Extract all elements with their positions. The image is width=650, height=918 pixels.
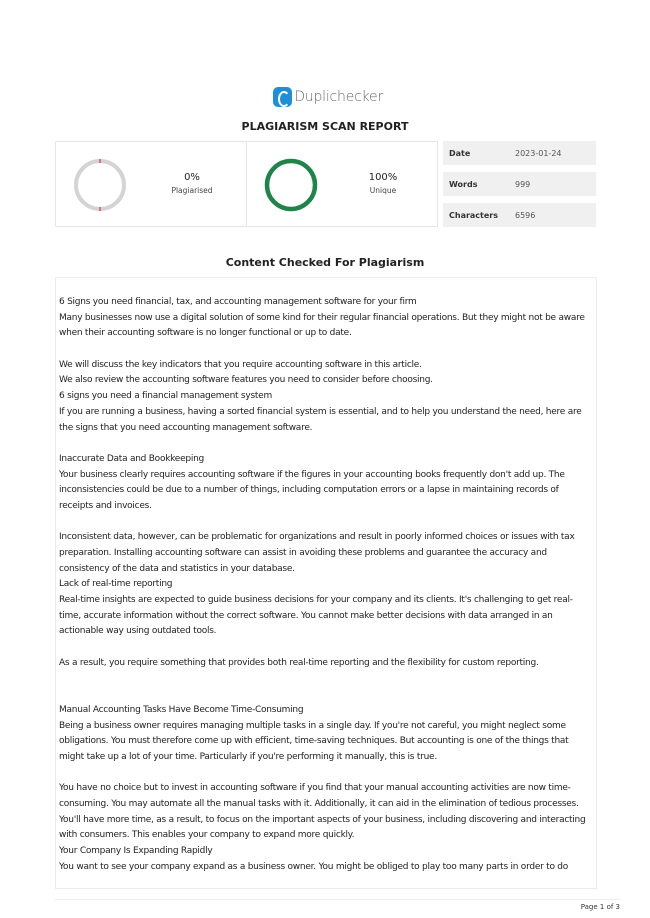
blank-line — [59, 766, 597, 782]
content-line: Real-time insights are expected to guide business decisions for your company and its clients. It's challenging to get real- — [59, 595, 573, 606]
blank-line — [59, 515, 597, 531]
content-line: Manual Accounting Tasks Have Become Time-Consuming — [59, 704, 304, 715]
content-line: Inconsistent data, however, can be problematic for organizations and result in poorly informed choices or issues with tax — [59, 532, 575, 543]
content-line: You want to see your company expand as a business owner. You might be obliged to play too many parts in order to do — [59, 861, 569, 872]
plagiarised-ring — [72, 157, 128, 213]
content-line: actionable way using outdated tools. — [59, 626, 217, 637]
content-line: We will discuss the key indicators that you require accounting software in this article. — [59, 359, 422, 370]
footer-divider — [55, 899, 620, 900]
unique-value: 100% — [368, 172, 398, 183]
content-line: obligations. You must therefore come up with efficient, time-saving techniques. But accounting is one of the things that — [59, 736, 569, 747]
checked-content — [59, 295, 597, 875]
meta-value: 999 — [515, 179, 531, 189]
content-line: You have no choice but to invest in accounting software if you find that your manual accounting activities are now time- — [59, 783, 571, 794]
meta-row-words — [443, 172, 596, 196]
content-line: consistency of the data and statistics in your database. — [59, 563, 295, 574]
content-line: Lack of real-time reporting — [59, 579, 173, 590]
content-line: 6 signs you need a financial management system — [59, 391, 272, 402]
blank-line — [59, 342, 597, 358]
blank-line — [59, 436, 597, 452]
meta-key: Characters — [449, 210, 499, 220]
content-line: inconsistencies could be due to a number of things, including computation errors or a lapse in maintaining records of — [59, 485, 559, 496]
duplichecker-logo-icon — [273, 87, 292, 107]
meta-value: 2023-01-24 — [515, 148, 562, 158]
content-line: time, accurate information without the correct software. You cannot make better decisions with data arranged in an — [59, 610, 553, 621]
content-line: If you are running a business, having a sorted financial system is essential, and to help you understand the need, here are — [59, 406, 582, 417]
plagiarised-stat — [56, 142, 246, 226]
content-line: Inaccurate Data and Bookkeeping — [59, 453, 205, 464]
content-line: You'll have more time, as a result, to focus on the important aspects of your business, including discovering and interacting — [59, 814, 586, 825]
meta-key: Words — [449, 179, 478, 189]
content-line: preparation. Installing accounting software can assist in avoiding these problems and guarantee the accuracy and — [59, 548, 547, 558]
report-meta — [443, 141, 596, 234]
blank-line — [59, 687, 597, 703]
stats-summary — [55, 141, 438, 227]
meta-value: 6596 — [515, 210, 536, 220]
content-line: As a result, you require something that provides both real-time reporting and the flexibility for custom reporting. — [59, 657, 539, 668]
content-line: Your Company Is Expanding Rapidly — [59, 846, 213, 857]
page-indicator: Page 1 of 3 — [580, 903, 620, 911]
meta-key: Date — [449, 148, 471, 158]
duplichecker-logo — [273, 86, 383, 108]
content-line: We also review the accounting software features you need to consider before choosing. — [59, 375, 433, 386]
meta-row-characters — [443, 203, 596, 227]
section-title: Content Checked For Plagiarism — [225, 256, 425, 269]
unique-label: Unique — [369, 186, 397, 195]
plagiarised-value: 0% — [184, 172, 200, 183]
content-line: Many businesses now use a digital solution of some kind for their regular financial operations. But they might not be aware — [59, 312, 585, 323]
content-line: with consumers. This enables your company to expand more quickly. — [59, 830, 355, 841]
report-title: PLAGIARISM SCAN REPORT — [241, 120, 409, 133]
meta-row-date — [443, 141, 596, 165]
content-line: consuming. You may automate all the manual tasks with it. Additionally, it can aid in the elimination of tedious processes. — [59, 799, 579, 809]
content-line: Being a business owner requires managing multiple tasks in a single day. If you're not careful, you might neglect some — [59, 720, 566, 731]
plagiarised-label: Plagiarised — [171, 186, 213, 195]
unique-stat — [246, 142, 437, 226]
content-line: the signs that you need accounting management software. — [59, 422, 313, 433]
content-line: Your business clearly requires accounting software if the figures in your accounting books frequently don't add up. The — [59, 469, 565, 480]
content-line: receipts and invoices. — [59, 500, 152, 511]
content-line: might take up a lot of your time. Particularly if you're performing it manually, this is true. — [59, 751, 437, 762]
unique-ring — [263, 157, 319, 213]
blank-line — [59, 672, 597, 688]
content-line: when their accounting software is no longer functional or up to date. — [59, 328, 352, 339]
checked-content-box — [55, 277, 597, 889]
content-line: 6 Signs you need financial, tax, and accounting management software for your firm — [59, 297, 417, 307]
blank-line — [59, 640, 597, 656]
brand-name: Duplichecker — [294, 89, 383, 105]
